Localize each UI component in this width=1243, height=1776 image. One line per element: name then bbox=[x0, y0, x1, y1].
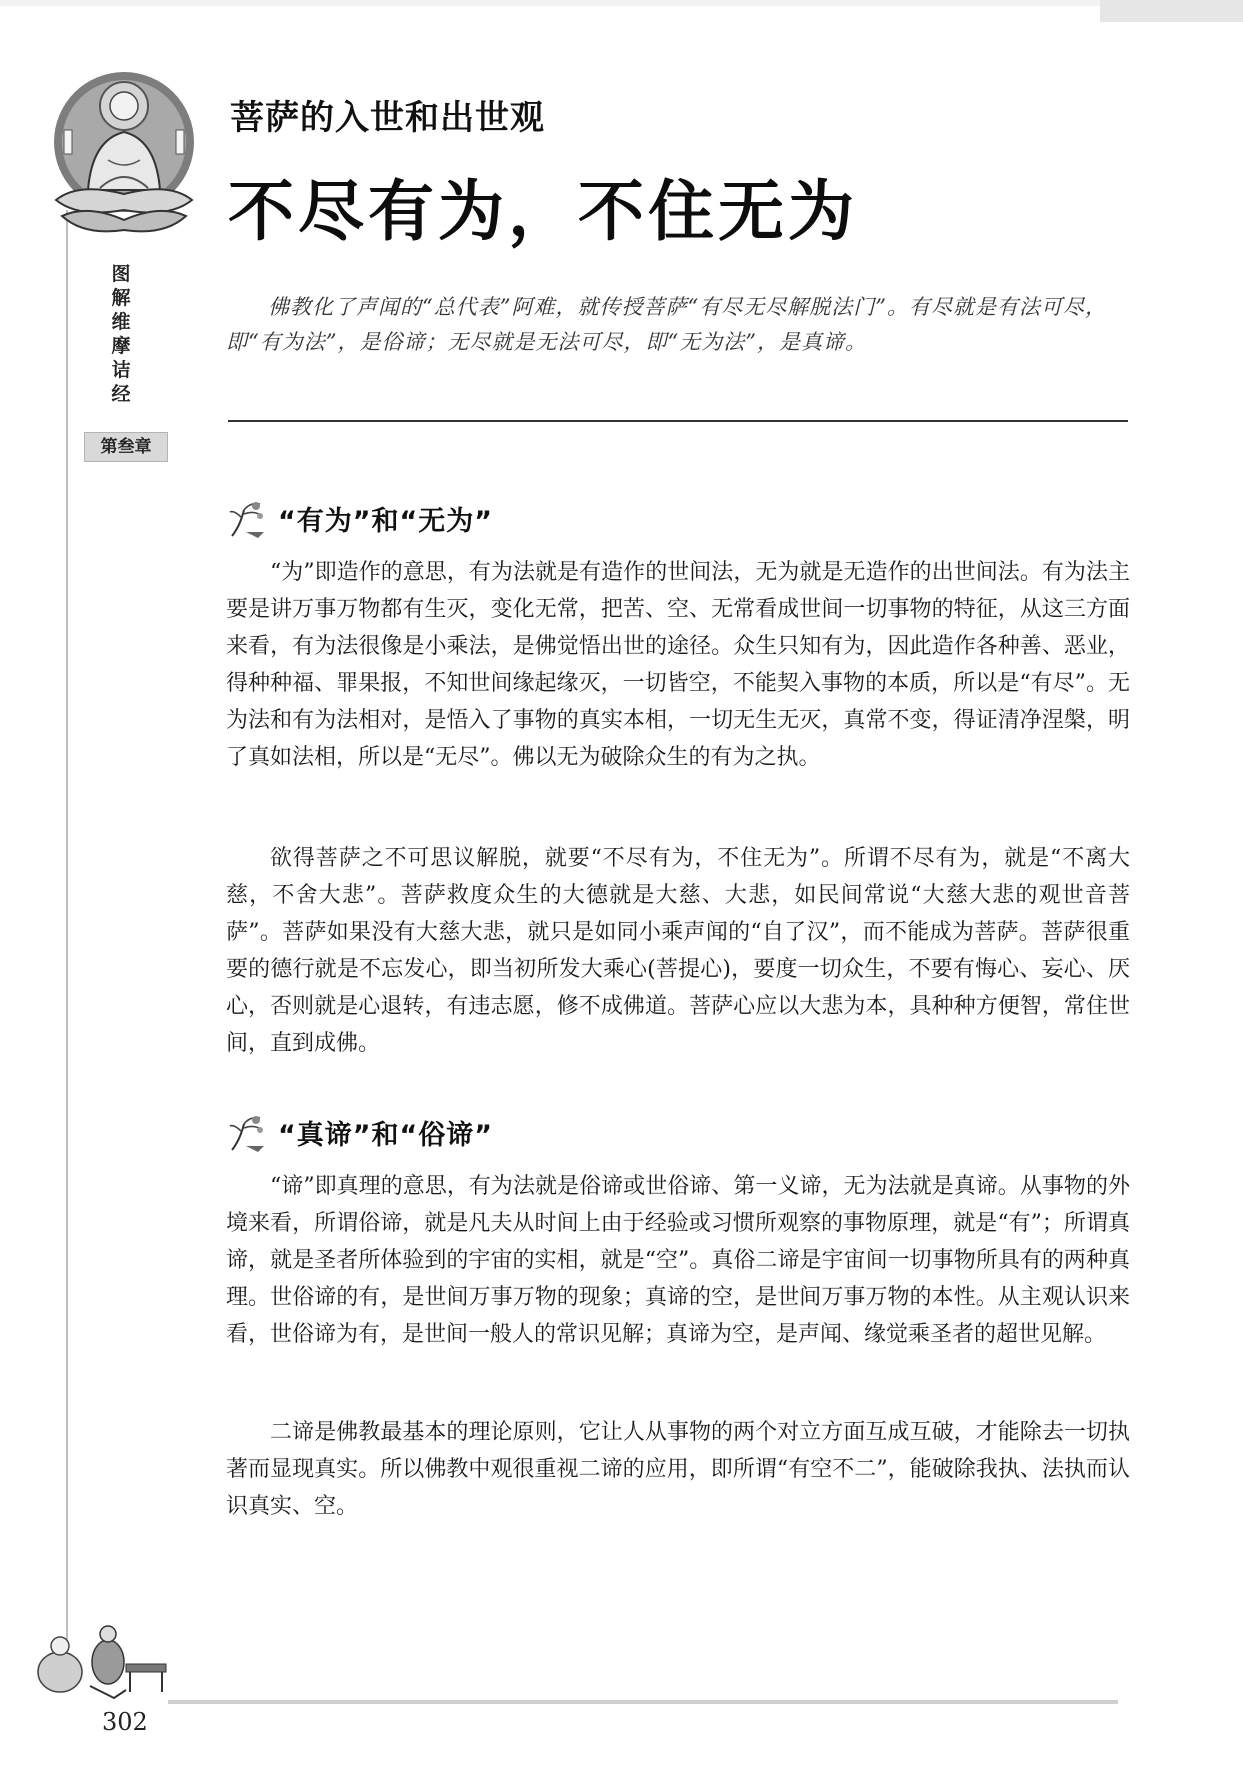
footer-rule bbox=[168, 1700, 1118, 1704]
corner-shade bbox=[1100, 0, 1243, 22]
page-number: 302 bbox=[102, 1708, 148, 1736]
side-book-title bbox=[106, 262, 136, 406]
body-paragraph: “为”即造作的意思，有为法就是有造作的世间法，无为就是无造作的出世间法。有为法主要是讲万事万物都有生灭，变化无常，把苦、空、无常看成世间一切事物的特征，从这三方面来看，有为法很像是小乘法，是佛觉悟出世的途径。众生只知有为，因此造作各种善、恶业，得种种福、罪果报，不知世间缘起缘灭，一切皆空，不能契入事物的本质，所以是“有尽”。无为法和有为法相对，是悟入了事物的真实本相，一切无生无灭，真常不变，得证清净涅槃，明了真如法相，所以是“无尽”。佛以无为破除众生的有为之执。 bbox=[226, 560, 1130, 770]
side-title-char: 经 bbox=[111, 383, 131, 405]
page-title: 不尽有为，不住无为 bbox=[228, 173, 858, 250]
tree-icon bbox=[226, 1110, 270, 1154]
section-heading-text: “有为”和“无为” bbox=[278, 505, 493, 537]
side-title-char: 摩 bbox=[111, 335, 131, 357]
side-title-char: 图 bbox=[111, 263, 131, 285]
margin-rule bbox=[66, 210, 68, 1650]
buddha-medallion-illustration bbox=[48, 70, 200, 240]
intro-divider bbox=[228, 420, 1128, 422]
section-heading bbox=[226, 496, 493, 540]
body-paragraph: “谛”即真理的意思，有为法就是俗谛或世俗谛、第一义谛，无为法就是真谛。从事物的外境来看，所谓俗谛，就是凡夫从时间上由于经验或习惯所观察的事物原理，就是“有”；所谓真谛，就是圣者所体验到的宇宙的实相，就是“空”。真俗二谛是宇宙间一切事物所具有的两种真理。世俗谛的有，是世间万事万物的现象；真谛的空，是世间万事万物的本性。从主观认识来看，世俗谛为有，是世间一般人的常识见解；真谛为空，是声闻、缘觉乘圣者的超世见解。 bbox=[226, 1174, 1130, 1347]
page-subtitle: 菩萨的入世和出世观 bbox=[230, 98, 545, 138]
side-title-char: 解 bbox=[111, 287, 131, 309]
top-edge bbox=[0, 0, 1243, 6]
side-title-char: 维 bbox=[111, 311, 131, 333]
section-heading bbox=[226, 1110, 493, 1154]
body-paragraph: 欲得菩萨之不可思议解脱，就要“不尽有为，不住无为”。所谓不尽有为，就是“不离大慈，不舍大悲”。菩萨救度众生的大德就是大慈、大悲，如民间常说“大慈大悲的观世音菩萨”。菩萨如果没有大慈大悲，就只是如同小乘声闻的“自了汉”，而不能成为菩萨。菩萨很重要的德行就是不忘发心，即当初所发大乘心(菩提心)，要度一切众生，不要有悔心、妄心、厌心，否则就是心退转，有违志愿，修不成佛道。菩萨心应以大悲为本，具种种方便智，常住世间，直到成佛。 bbox=[226, 846, 1130, 1056]
section-heading-text: “真谛”和“俗谛” bbox=[278, 1119, 493, 1151]
side-title-char: 诘 bbox=[111, 359, 131, 381]
tree-icon bbox=[226, 496, 270, 540]
chapter-badge: 第叁章 bbox=[84, 432, 168, 462]
figures-illustration bbox=[30, 1612, 175, 1702]
body-paragraph: 二谛是佛教最基本的理论原则，它让人从事物的两个对立方面互成互破，才能除去一切执著而显现真实。所以佛教中观很重视二谛的应用，即所谓“有空不二”，能破除我执、法执而认识真实、空。 bbox=[226, 1420, 1130, 1519]
intro-paragraph: 佛教化了声闻的“总代表”阿难，就传授菩萨“有尽无尽解脱法门”。有尽就是有法可尽，即“有为法”，是俗谛；无尽就是无法可尽，即“无为法”，是真谛。 bbox=[226, 295, 1107, 354]
